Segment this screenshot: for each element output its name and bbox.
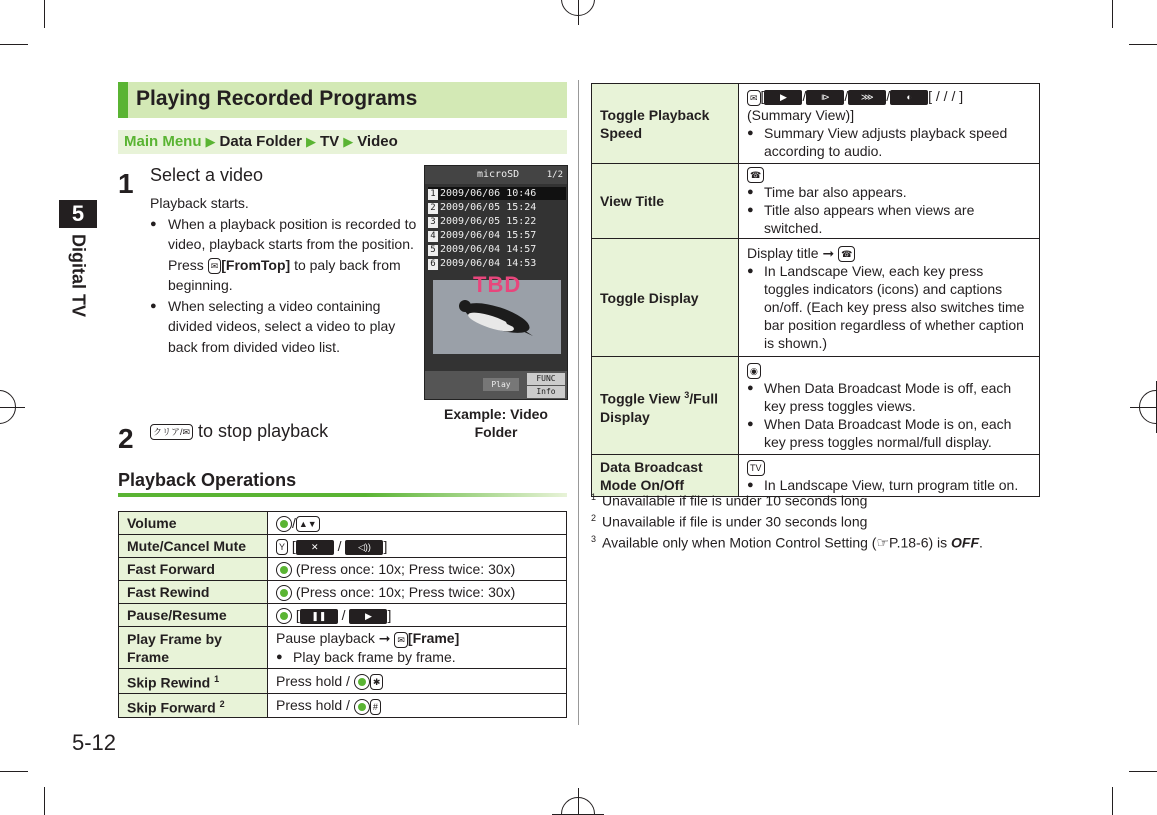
mute-icon: ✕ [296,540,334,555]
table-row [119,512,567,535]
fast-speed-icon: ⋙ [848,90,886,105]
video-folder-screenshot [424,165,568,400]
crop-mark [44,0,45,28]
step-body [150,193,418,357]
row-operation: Display title ➞ ☎ ● In Landscape View, each key press toggles indicators (icons) and captions on/off. (Each key press also switches time bar position regardless of whether caption is shown.) [739,239,1040,357]
row-label: Skip Rewind $^1$ [119,669,268,694]
table-row [592,455,1040,497]
row-label: Skip Forward $^2$ [119,693,268,718]
registration-mark [561,797,595,815]
row-label: Toggle Playback Speed [592,84,739,164]
table-row [592,357,1040,455]
subsection-heading: Playback Operations [118,470,297,490]
display-operations-table [591,83,1040,497]
breadcrumb-item: Main Menu [124,133,202,150]
pause-icon: ❚❚ [300,609,338,624]
table-row [119,693,567,718]
row-label: Fast Rewind [119,581,268,604]
footnote: $^3$ Available only when Motion Control Setting (☞P.18-6) is OFF. [591,534,983,551]
table-row [592,164,1040,239]
row-operation: Pause playback ➞ ✉ [Frame] ● Play back frame by frame. [268,627,567,669]
call-key-icon: ☎ [838,246,855,262]
list-item: 1 2009/06/06 10:46 [428,187,566,200]
list-item: 3 2009/06/05 15:22 [428,215,566,228]
step-title: クリア/✉ to stop playback [150,421,328,442]
nav-left-key-icon [354,674,370,690]
mail-key-icon: ✉ [208,258,222,274]
clear-key-icon: クリア/✉ [150,424,193,440]
table-row [592,239,1040,357]
row-label: Volume [119,512,268,535]
table-row [119,604,567,627]
row-label: Data Broadcast Mode On/Off [592,455,739,497]
list-item: 2 2009/06/05 15:24 [428,201,566,214]
call-key-icon: ☎ [747,167,764,183]
play-icon: ▶ [349,609,387,624]
row-operation: ☎ ● Time bar also appears. ● Title also appears when views are switched. [739,164,1040,239]
breadcrumb-item: TV [320,133,340,150]
breadcrumb [118,130,567,154]
row-operation: (Press once: 10x; Press twice: 30x) [268,558,567,581]
table-row [119,627,567,669]
speaker-icon: ◁)) [345,540,383,555]
camera-key-icon: ◉ [747,363,761,379]
crop-mark [1129,44,1157,45]
table-row [119,535,567,558]
registration-mark [561,0,595,16]
column-divider [578,80,579,725]
screenshot-caption: Example: Video Folder [443,406,548,440]
crop-mark [1129,771,1157,772]
row-operation: ✉ [ ▶ / ⧐ / ⋙ / ◐ [ / / / ] (Summary View)] ● Summary View adjusts playback speed according to audio. [739,84,1040,164]
list-item: 5 2009/06/04 14:57 [428,243,566,256]
speed-icon: ⧐ [806,90,844,105]
step-title: Select a video [150,165,264,185]
tv-key-icon: TV [747,460,765,476]
registration-mark [1139,390,1157,424]
crop-mark [44,787,45,815]
row-operation: Press hold / # [268,693,567,718]
footnote: $^2$ Unavailable if file is under 30 seconds long [591,513,868,530]
star-key-icon: ✱ [370,674,384,690]
crop-mark [0,771,28,772]
play-icon: ▶ [764,90,802,105]
step-number: 1 [118,168,134,199]
screenshot-title-bar: microSD 1/2 [425,166,567,184]
section-header [118,82,567,118]
func-softkey: FUNC [527,373,565,385]
row-operation: (Press once: 10x; Press twice: 30x) [268,581,567,604]
nav-right-key-icon [276,562,292,578]
step-number: 2 [118,423,134,454]
row-operation: ◉ ● When Data Broadcast Mode is off, each key press toggles views. ● When Data Broadcast Mode is on, each key press toggles normal/full display. [739,357,1040,455]
list-item: 6 2009/06/04 14:53 [428,257,566,270]
crop-mark [1112,0,1113,28]
table-row [119,558,567,581]
row-operation: [ ❚❚ / ▶ ] [268,604,567,627]
subsection-underline [118,493,567,497]
row-label: Play Frame by Frame [119,627,268,669]
breadcrumb-item: Video [357,133,398,150]
chapter-title: Digital TV [68,234,89,318]
row-label: Pause/Resume [119,604,268,627]
page-ref-icon: ☞ [876,534,890,551]
tv-key-icon: Y [276,539,288,555]
footnote: $^1$ Unavailable if file is under 10 seconds long [591,492,868,509]
row-operation: TV ● In Landscape View, turn program title on. [739,455,1040,497]
hash-key-icon: # [370,699,381,715]
registration-mark [0,390,16,424]
chapter-number-tab: 5 [59,200,97,228]
section-title: Playing Recorded Programs [136,87,418,110]
row-label: Toggle Display [592,239,739,357]
volume-key-icon: ▲▼ [296,516,320,532]
breadcrumb-item: Data Folder [219,133,303,150]
row-label: Mute/Cancel Mute [119,535,268,558]
page-reference-link[interactable]: P.18-6 [889,534,929,551]
row-label: View Title [592,164,739,239]
bullet-item: ● When a playback position is recorded to video, playback starts from the position. Press ✉ [FromTop] to paly back from beginning. [150,214,418,296]
row-operation: / ▲▼ [268,512,567,535]
nav-left-key-icon [276,585,292,601]
crop-mark [0,44,28,45]
row-operation: Press hold / ✱ [268,669,567,694]
table-row [119,581,567,604]
mail-key-icon: ✉ [747,90,761,106]
row-label: Fast Forward [119,558,268,581]
info-softkey: Info [527,386,565,398]
playback-operations-table [118,511,567,718]
nav-right-key-icon [354,699,370,715]
bullet-item: ● When selecting a video containing divided videos, select a video to play back from divided video list. [150,296,418,358]
summary-view-icon: ◐ [890,90,928,105]
step-intro: Playback starts. [150,195,249,211]
row-label: Toggle View $^3$/Full Display [592,357,739,455]
joystick-key-icon [276,516,292,532]
crop-mark [1112,787,1113,815]
table-row [119,669,567,694]
tbd-placeholder: TBD [473,272,522,297]
row-operation: Y [ ✕ / ◁)) ] [268,535,567,558]
arrow-right-icon: ▶ [343,134,354,149]
arrow-right-icon: ▶ [205,134,216,149]
page-number: 5-12 [72,730,117,755]
screenshot-softkeys [425,371,567,399]
arrow-right-icon: ▶ [306,134,317,149]
list-item: 4 2009/06/04 15:57 [428,229,566,242]
mail-key-icon: ✉ [394,632,408,648]
table-row [592,84,1040,164]
play-softkey: Play [483,378,519,391]
center-key-icon [276,608,292,624]
